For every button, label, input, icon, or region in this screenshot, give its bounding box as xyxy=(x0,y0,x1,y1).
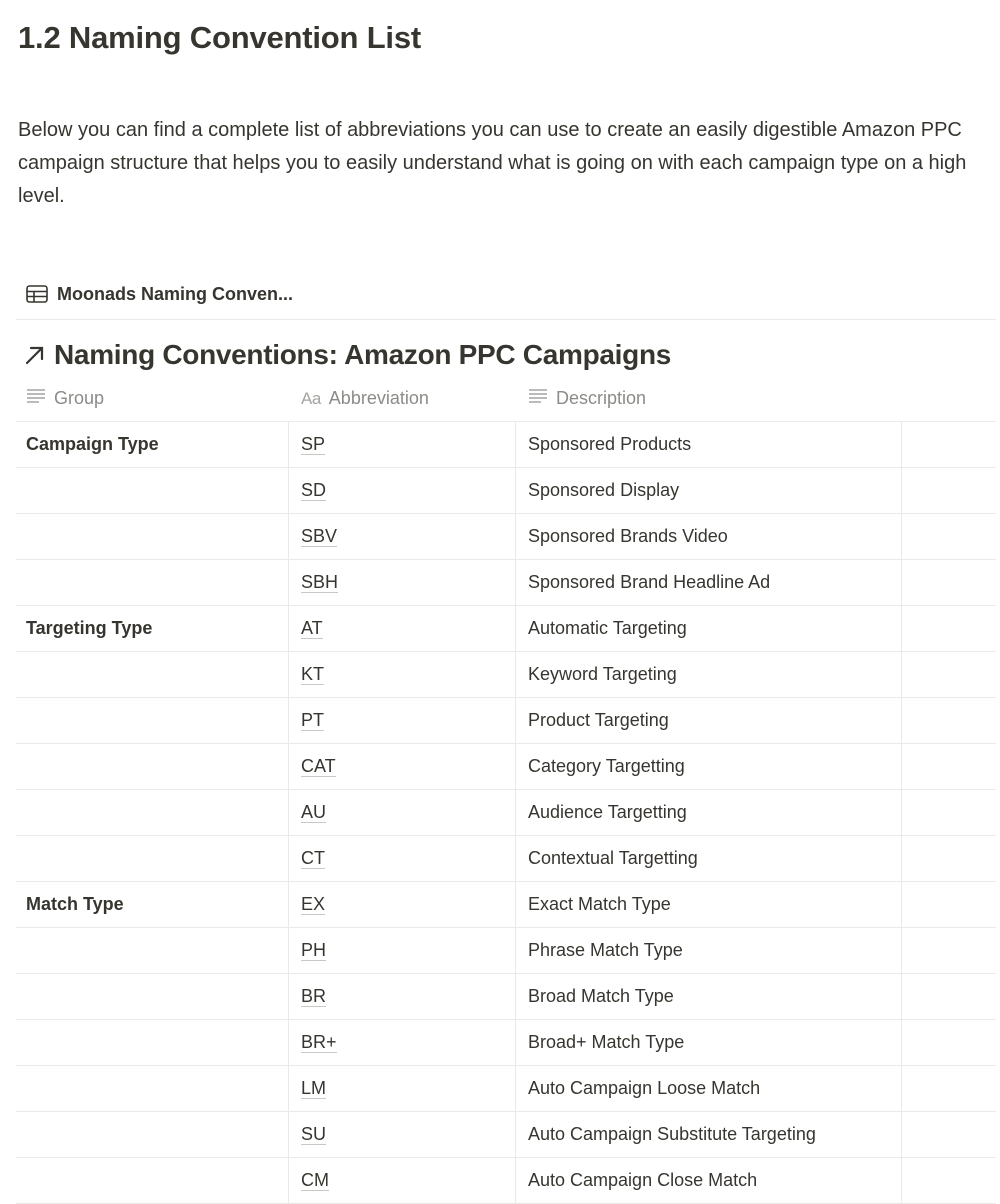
description-cell[interactable]: Auto Campaign Close Match xyxy=(516,1158,902,1203)
group-cell[interactable] xyxy=(16,1158,289,1203)
abbreviation-link[interactable]: SD xyxy=(301,480,327,500)
abbreviation-link[interactable]: PH xyxy=(301,940,327,960)
abbreviation-cell[interactable] xyxy=(289,560,516,605)
abbreviation-cell[interactable] xyxy=(289,652,516,697)
empty-cell xyxy=(902,560,996,605)
description-cell[interactable]: Automatic Targeting xyxy=(516,606,902,651)
group-cell[interactable] xyxy=(16,836,289,881)
column-header-label: Description xyxy=(556,388,647,408)
empty-cell xyxy=(902,698,996,743)
empty-cell xyxy=(902,974,996,1019)
database-title-link[interactable] xyxy=(24,336,671,374)
abbreviation-link[interactable]: KT xyxy=(301,664,325,684)
abbreviation-cell[interactable] xyxy=(289,928,516,973)
column-header-description[interactable] xyxy=(516,376,902,421)
description-cell[interactable]: Sponsored Brand Headline Ad xyxy=(516,560,902,605)
abbreviation-link[interactable]: EX xyxy=(301,894,326,914)
abbreviation-link[interactable]: CM xyxy=(301,1170,329,1190)
group-cell[interactable] xyxy=(16,790,289,835)
description-cell[interactable]: Contextual Targetting xyxy=(516,836,902,881)
abbreviation-link[interactable]: CT xyxy=(301,848,325,868)
table-row[interactable] xyxy=(16,560,996,606)
abbreviation-link[interactable]: SBV xyxy=(301,526,338,546)
empty-cell xyxy=(902,836,996,881)
table-row[interactable] xyxy=(16,744,996,790)
group-cell[interactable] xyxy=(16,744,289,789)
table-row[interactable] xyxy=(16,1066,996,1112)
group-cell[interactable] xyxy=(16,514,289,559)
naming-conventions-table xyxy=(16,376,996,1204)
empty-cell xyxy=(902,1020,996,1065)
empty-cell xyxy=(902,652,996,697)
table-row[interactable] xyxy=(16,790,996,836)
group-cell[interactable] xyxy=(16,698,289,743)
group-cell[interactable] xyxy=(16,1020,289,1065)
table-row[interactable] xyxy=(16,974,996,1020)
abbreviation-cell[interactable] xyxy=(289,744,516,789)
abbreviation-link[interactable]: AT xyxy=(301,618,323,638)
abbreviation-cell[interactable] xyxy=(289,836,516,881)
description-cell[interactable]: Auto Campaign Substitute Targeting xyxy=(516,1112,902,1157)
table-header xyxy=(16,376,996,422)
description-cell[interactable]: Audience Targetting xyxy=(516,790,902,835)
table-row[interactable] xyxy=(16,882,996,928)
group-cell[interactable] xyxy=(16,560,289,605)
group-cell[interactable] xyxy=(16,468,289,513)
group-cell[interactable] xyxy=(16,1112,289,1157)
text-lines-icon xyxy=(26,388,46,409)
page-title: 1.2 Naming Convention List xyxy=(18,20,422,55)
empty-cell xyxy=(902,1158,996,1203)
intro-paragraph: Below you can find a complete list of abbreviations you can use to create an easily digestible Amazon PPC campaign structure that helps you to easily understand what is going on with each campaign type on a high level. xyxy=(18,119,967,207)
tab-divider xyxy=(16,319,996,320)
abbreviation-cell[interactable] xyxy=(289,882,516,927)
column-header-group[interactable] xyxy=(16,376,289,421)
description-cell[interactable]: Category Targetting xyxy=(516,744,902,789)
abbreviation-cell[interactable] xyxy=(289,514,516,559)
abbreviation-link[interactable]: BR+ xyxy=(301,1032,337,1052)
abbreviation-link[interactable]: AU xyxy=(301,802,327,822)
description-cell[interactable]: Sponsored Display xyxy=(516,468,902,513)
table-row[interactable] xyxy=(16,422,996,468)
table-row[interactable] xyxy=(16,1112,996,1158)
group-cell[interactable] xyxy=(16,974,289,1019)
abbreviation-cell[interactable] xyxy=(289,1112,516,1157)
empty-cell xyxy=(902,514,996,559)
table-row[interactable] xyxy=(16,698,996,744)
column-header-abbreviation[interactable] xyxy=(289,376,516,421)
description-cell[interactable]: Sponsored Products xyxy=(516,422,902,467)
database-view-tab[interactable] xyxy=(26,280,293,308)
description-cell[interactable]: Broad Match Type xyxy=(516,974,902,1019)
text-lines-icon xyxy=(528,388,548,409)
table-row[interactable] xyxy=(16,836,996,882)
description-cell[interactable]: Phrase Match Type xyxy=(516,928,902,973)
abbreviation-cell[interactable] xyxy=(289,1158,516,1203)
database-view-tab-label: Moonads Naming Conven... xyxy=(57,283,294,304)
table-row[interactable] xyxy=(16,1020,996,1066)
group-cell[interactable] xyxy=(16,652,289,697)
abbreviation-link[interactable]: BR xyxy=(301,986,327,1006)
title-aa-icon: Aa xyxy=(301,388,321,408)
abbreviation-cell[interactable] xyxy=(289,422,516,467)
description-cell[interactable]: Auto Campaign Loose Match xyxy=(516,1066,902,1111)
abbreviation-link[interactable]: SP xyxy=(301,434,326,454)
abbreviation-link[interactable]: SU xyxy=(301,1124,327,1144)
abbreviation-cell[interactable] xyxy=(289,698,516,743)
table-row[interactable] xyxy=(16,1158,996,1204)
table-row[interactable] xyxy=(16,652,996,698)
empty-cell xyxy=(902,1112,996,1157)
abbreviation-link[interactable]: SBH xyxy=(301,572,339,592)
abbreviation-cell[interactable] xyxy=(289,790,516,835)
empty-cell xyxy=(902,744,996,789)
description-cell[interactable]: Keyword Targeting xyxy=(516,652,902,697)
description-cell[interactable]: Product Targeting xyxy=(516,698,902,743)
description-cell[interactable]: Broad+ Match Type xyxy=(516,1020,902,1065)
table-icon xyxy=(26,285,48,303)
empty-cell xyxy=(902,606,996,651)
abbreviation-link[interactable]: PT xyxy=(301,710,325,730)
description-cell[interactable]: Exact Match Type xyxy=(516,882,902,927)
column-header-empty xyxy=(902,376,996,421)
table-row[interactable] xyxy=(16,468,996,514)
empty-cell xyxy=(902,928,996,973)
database-title: Naming Conventions: Amazon PPC Campaigns xyxy=(54,339,672,370)
group-cell[interactable]: Targeting Type xyxy=(16,606,289,651)
table-row[interactable] xyxy=(16,928,996,974)
group-cell[interactable]: Match Type xyxy=(16,882,289,927)
table-body xyxy=(16,422,996,1204)
description-cell[interactable]: Sponsored Brands Video xyxy=(516,514,902,559)
abbreviation-cell[interactable] xyxy=(289,974,516,1019)
abbreviation-link[interactable]: CAT xyxy=(301,756,336,776)
empty-cell xyxy=(902,1066,996,1111)
abbreviation-cell[interactable] xyxy=(289,468,516,513)
empty-cell xyxy=(902,882,996,927)
column-header-label: Abbreviation xyxy=(328,388,429,408)
table-row[interactable] xyxy=(16,606,996,652)
group-cell[interactable] xyxy=(16,1066,289,1111)
abbreviation-cell[interactable] xyxy=(289,606,516,651)
group-cell[interactable]: Campaign Type xyxy=(16,422,289,467)
abbreviation-link[interactable]: LM xyxy=(301,1078,327,1098)
column-header-label: Group xyxy=(54,388,105,408)
empty-cell xyxy=(902,468,996,513)
table-row[interactable] xyxy=(16,514,996,560)
group-cell[interactable] xyxy=(16,928,289,973)
empty-cell xyxy=(902,790,996,835)
empty-cell xyxy=(902,422,996,467)
arrow-up-right-icon xyxy=(24,344,46,366)
abbreviation-cell[interactable] xyxy=(289,1020,516,1065)
abbreviation-cell[interactable] xyxy=(289,1066,516,1111)
